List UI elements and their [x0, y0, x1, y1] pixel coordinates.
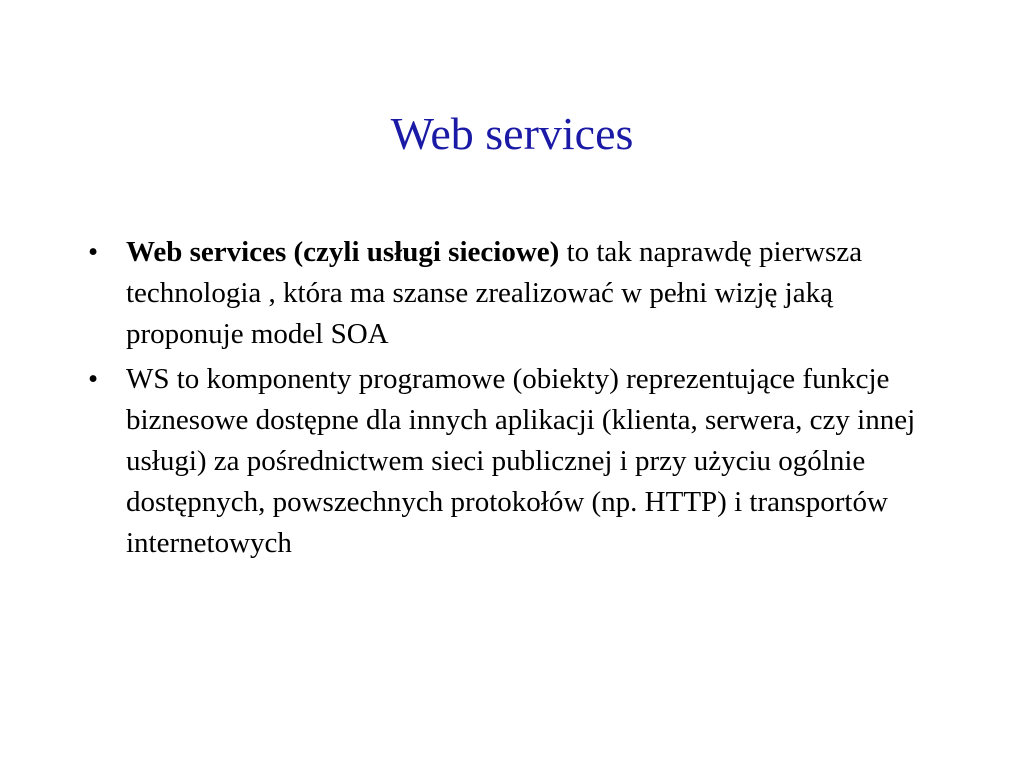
bullet-body-text: to tak naprawdę pierwsza technologia , która ma szanse zrealizować w pełni wizję jaką proponuje model SOA: [126, 236, 863, 350]
bullet-bold-text: Web services (czyli usługi sieciowe): [126, 236, 560, 268]
slide-title: Web services: [390, 108, 634, 159]
bullet-item: [88, 232, 938, 355]
bullet-text: [126, 363, 915, 559]
bullet-dot-icon: •: [88, 236, 99, 268]
bullet-body-text: WS to komponenty programowe (obiekty) reprezentujące funkcje biznesowe dostępne dla innych aplikacji (klienta, serwera, czy innej usługi) za pośrednictwem sieci publicznej i przy użyciu ogólnie dostępnych, powszechnych protokołów (np. HTTP) i transportów internetowych: [126, 363, 916, 559]
bullet-item: [88, 359, 938, 564]
bullet-dot-icon: •: [88, 363, 99, 395]
bullet-list: [88, 232, 938, 568]
bullet-text: [126, 236, 862, 350]
